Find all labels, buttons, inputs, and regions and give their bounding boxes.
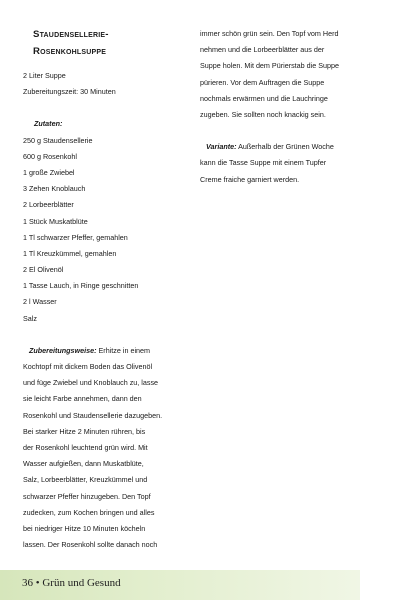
ingredients-label: Zutaten: — [34, 119, 63, 129]
recipe-yield: 2 Liter Suppe — [23, 71, 66, 80]
page-footer — [0, 570, 360, 600]
variant-line — [200, 139, 362, 155]
method-label: Zubereitungsweise: — [29, 345, 97, 355]
method-line: Salz, Lorbeerblätter, Kreuzkümmel und — [23, 475, 148, 485]
continuation-line: zugeben. Sie sollten noch knackig sein. — [200, 109, 326, 119]
method-line: Rosenkohl und Staudensellerie dazugeben. — [23, 410, 163, 420]
method-text: Erhitze in einem — [98, 345, 151, 355]
variant-line: kann die Tasse Suppe mit einem Tupfer — [200, 158, 327, 168]
ingredients-list — [23, 133, 185, 327]
continuation-line: immer schön grün sein. Den Topf vom Herd — [200, 29, 339, 38]
variant-line: Creme fraiche garniert werden. — [200, 174, 300, 184]
continuation-line: nehmen und die Lorbeerblätter aus der — [200, 45, 325, 55]
ingredient-item: 1 Stück Muskatblüte — [23, 216, 88, 226]
method-line: Kochtopf mit dickem Boden das Olivenöl — [23, 362, 153, 371]
method-line — [23, 343, 185, 359]
method-line: bei niedriger Hitze 10 Minuten köcheln — [23, 523, 146, 533]
method-line: der Rosenkohl leuchtend grün wird. Mit — [23, 442, 148, 452]
footer-page-label: 36 • Grün und Gesund — [22, 577, 121, 589]
right-column — [200, 26, 362, 188]
continuation-line: Suppe holen. Mit dem Pürierstab die Suppe — [200, 61, 340, 71]
method-paragraph — [23, 343, 185, 553]
method-line: sie leicht Farbe annehmen, dann den — [23, 394, 142, 404]
ingredient-item: 1 Tl Kreuzkümmel, gemahlen — [23, 248, 117, 258]
ingredient-item: 1 Tl schwarzer Pfeffer, gemahlen — [23, 232, 128, 242]
ingredient-item: 3 Zehen Knoblauch — [23, 184, 86, 194]
recipe-title-line-1: Staudensellerie- — [33, 29, 109, 40]
method-continuation — [200, 26, 362, 123]
method-line: Bei starker Hitze 2 Minuten rühren, bis — [23, 426, 146, 436]
left-column — [23, 26, 185, 553]
variant-label: Variante: — [206, 142, 237, 152]
recipe-prep-time: Zubereitungszeit: 30 Minuten — [23, 87, 116, 97]
continuation-line: nochmals erwärmen und die Lauchringe — [200, 93, 328, 103]
ingredient-item: Salz — [23, 313, 37, 323]
ingredient-item: 250 g Staudensellerie — [23, 135, 93, 145]
continuation-line: pürieren. Vor dem Auftragen die Suppe — [200, 77, 325, 87]
method-line: Wasser aufgießen, dann Muskatblüte, — [23, 459, 144, 469]
method-line: lassen. Der Rosenkohl sollte danach noch — [23, 540, 158, 550]
ingredient-item: 2 Lorbeerblätter — [23, 200, 74, 210]
variant-paragraph — [200, 139, 362, 188]
variant-text: Außerhalb der Grünen Woche — [238, 142, 334, 152]
ingredient-item: 2 El Olivenöl — [23, 265, 64, 275]
method-line: und füge Zwiebel und Knoblauch zu, lasse — [23, 378, 159, 388]
recipe-title-line-2: Rosenkohlsuppe — [33, 46, 107, 57]
method-line: schwarzer Pfeffer hinzugeben. Den Topf — [23, 491, 151, 501]
method-line: zudecken, zum Kochen bringen und alles — [23, 507, 155, 517]
ingredient-item: 2 l Wasser — [23, 297, 57, 307]
ingredient-item: 1 Tasse Lauch, in Ringe geschnitten — [23, 281, 139, 291]
ingredient-item: 600 g Rosenkohl — [23, 151, 77, 161]
ingredient-item: 1 große Zwiebel — [23, 167, 75, 177]
